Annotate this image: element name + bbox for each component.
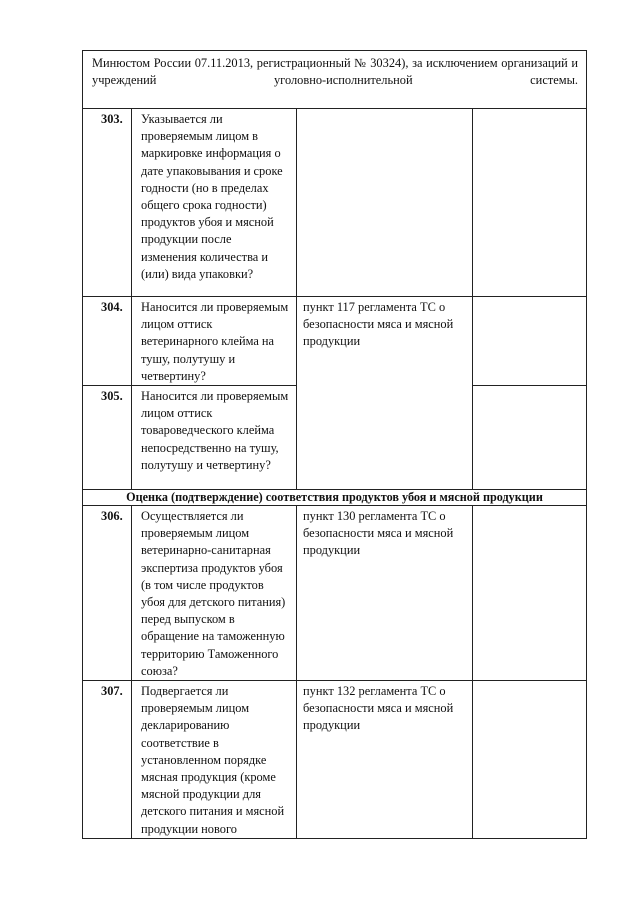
note-cell	[473, 297, 587, 386]
reference-cell: пункт 130 регламента ТС о безопасности мяса и мясной продукции	[297, 506, 473, 681]
question-text: Подвергается ли проверяемым лицом декларированию соответствие в установленном порядке мясная продукция (кроме мясной продукции для детского питания и мясной продукции нового	[132, 681, 297, 839]
question-text: Наносится ли проверяемым лицом оттиск ветеринарного клейма на тушу, полутушу и четвертину?	[132, 297, 297, 386]
reference-cell	[297, 109, 473, 297]
row-number: 304.	[83, 297, 132, 386]
checklist-table	[82, 50, 587, 839]
reference-cell: пункт 132 регламента ТС о безопасности мяса и мясной продукции	[297, 681, 473, 839]
table-row-306	[83, 506, 587, 681]
note-cell	[473, 681, 587, 839]
note-cell	[473, 109, 587, 297]
question-text: Указывается ли проверяемым лицом в маркировке информация о дате упаковывания и сроке годности (но в пределах общего срока годности) продуктов убоя и мясной продукции после изменения количества и (или) вида упаковки?	[132, 109, 297, 297]
reference-cell: пункт 117 регламента ТС о безопасности мяса и мясной продукции	[297, 297, 473, 490]
section-title: Оценка (подтверждение) соответствия продуктов убоя и мясной продукции	[83, 490, 587, 506]
table-row-303	[83, 109, 587, 297]
table-row-307	[83, 681, 587, 839]
intro-row	[83, 51, 587, 109]
question-text: Осуществляется ли проверяемым лицом ветеринарно-санитарная экспертиза продуктов убоя (в том числе продуктов убоя для детского питания) перед выпуском в обращение на таможенную территорию Таможенного союза?	[132, 506, 297, 681]
note-cell	[473, 386, 587, 490]
table-row-304	[83, 297, 587, 386]
row-number: 307.	[83, 681, 132, 839]
intro-text: Минюстом России 07.11.2013, регистрационный № 30324), за исключением организаций и учреждений уголовно-исполнительной системы.	[83, 51, 587, 109]
note-cell	[473, 506, 587, 681]
section-header-row	[83, 490, 587, 506]
question-text: Наносится ли проверяемым лицом оттиск товароведческого клейма непосредственно на тушу, полутушу и четвертину?	[132, 386, 297, 490]
row-number: 305.	[83, 386, 132, 490]
row-number: 303.	[83, 109, 132, 297]
row-number: 306.	[83, 506, 132, 681]
